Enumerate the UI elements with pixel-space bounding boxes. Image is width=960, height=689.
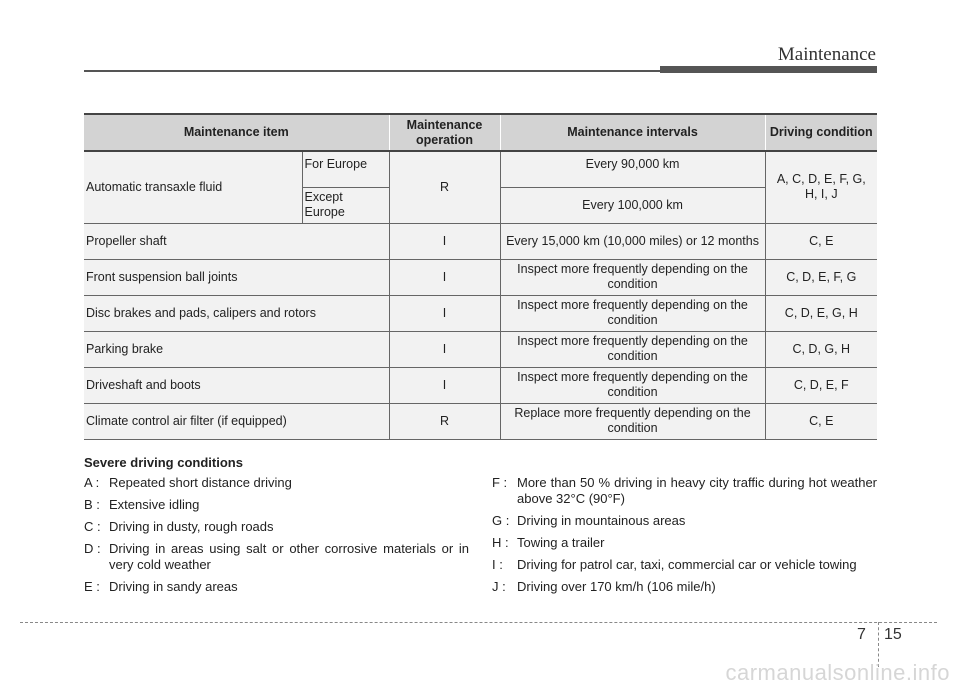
row-interval: Inspect more frequently depending on the condition <box>500 367 765 403</box>
condition-d <box>84 541 469 573</box>
condition-key: H : <box>492 535 509 550</box>
page-number: 15 <box>884 626 902 643</box>
header-maintenance-item: Maintenance item <box>84 114 389 151</box>
condition-text: Driving for patrol car, taxi, commercial car or vehicle towing <box>517 557 857 572</box>
row-interval: Every 90,000 km <box>500 151 765 187</box>
condition-key: J : <box>492 579 506 594</box>
condition-a <box>84 475 469 491</box>
condition-c <box>84 519 469 535</box>
condition-text: Driving in sandy areas <box>109 579 238 594</box>
row-interval: Inspect more frequently depending on the condition <box>500 259 765 295</box>
row-item: Disc brakes and pads, calipers and rotors <box>84 295 389 331</box>
table-row <box>84 259 877 295</box>
row-condition: C, D, G, H <box>765 331 877 367</box>
row-subitem: For Europe <box>302 151 389 187</box>
row-item: Climate control air filter (if equipped) <box>84 403 389 439</box>
row-interval: Inspect more frequently depending on the condition <box>500 331 765 367</box>
row-item: Driveshaft and boots <box>84 367 389 403</box>
header-rule-accent <box>660 66 877 73</box>
row-operation: R <box>389 151 500 223</box>
watermark: carmanualsonline.info <box>725 660 950 685</box>
condition-text: Extensive idling <box>109 497 200 512</box>
row-item: Automatic transaxle fluid <box>84 151 302 223</box>
condition-key: B : <box>84 497 100 512</box>
condition-key: E : <box>84 579 100 594</box>
table-row <box>84 403 877 439</box>
condition-text: Driving in dusty, rough roads <box>109 519 274 534</box>
row-interval: Every 15,000 km (10,000 miles) or 12 months <box>500 223 765 259</box>
header-maintenance-operation: Maintenance operation <box>389 114 500 151</box>
row-operation: I <box>389 331 500 367</box>
row-subitem: Except Europe <box>302 187 389 223</box>
row-operation: I <box>389 259 500 295</box>
table-row <box>84 367 877 403</box>
header-rule <box>84 70 664 72</box>
severe-conditions-title: Severe driving conditions <box>84 455 243 470</box>
table-header-row <box>84 114 877 151</box>
chapter-number: 7 <box>857 626 866 643</box>
condition-text: Driving in mountainous areas <box>517 513 686 528</box>
row-condition: C, E <box>765 403 877 439</box>
condition-b <box>84 497 469 513</box>
condition-i <box>492 557 877 573</box>
row-condition: C, D, E, F, G <box>765 259 877 295</box>
row-interval: Inspect more frequently depending on the condition <box>500 295 765 331</box>
row-interval: Every 100,000 km <box>500 187 765 223</box>
condition-text: Towing a trailer <box>517 535 605 550</box>
footer-divider <box>20 622 937 623</box>
table-row <box>84 331 877 367</box>
table-row <box>84 151 877 187</box>
condition-h <box>492 535 877 551</box>
row-interval: Replace more frequently depending on the condition <box>500 403 765 439</box>
condition-key: A : <box>84 475 100 490</box>
condition-text: Driving in areas using salt or other corrosive materials or in very cold weather <box>109 541 469 572</box>
condition-g <box>492 513 877 529</box>
condition-key: D : <box>84 541 101 556</box>
header-maintenance-intervals: Maintenance intervals <box>500 114 765 151</box>
row-item: Front suspension ball joints <box>84 259 389 295</box>
row-operation: I <box>389 223 500 259</box>
condition-text: Repeated short distance driving <box>109 475 292 490</box>
row-item: Propeller shaft <box>84 223 389 259</box>
table-row <box>84 223 877 259</box>
condition-key: I : <box>492 557 503 572</box>
condition-f <box>492 475 877 507</box>
condition-key: F : <box>492 475 508 490</box>
conditions-right-column <box>492 475 877 601</box>
row-condition: C, E <box>765 223 877 259</box>
table-row <box>84 295 877 331</box>
header-driving-condition: Driving condition <box>765 114 877 151</box>
conditions-left-column <box>84 475 469 601</box>
row-condition: C, D, E, F <box>765 367 877 403</box>
severe-conditions <box>84 455 877 594</box>
condition-j <box>492 579 877 595</box>
row-operation: R <box>389 403 500 439</box>
row-operation: I <box>389 295 500 331</box>
section-title: Maintenance <box>777 44 876 65</box>
maintenance-table <box>84 113 877 440</box>
condition-key: C : <box>84 519 101 534</box>
row-condition: C, D, E, G, H <box>765 295 877 331</box>
row-item: Parking brake <box>84 331 389 367</box>
condition-key: G : <box>492 513 510 528</box>
condition-text: Driving over 170 km/h (106 mile/h) <box>517 579 716 594</box>
condition-e <box>84 579 469 595</box>
row-condition: A, C, D, E, F, G, H, I, J <box>765 151 877 223</box>
row-operation: I <box>389 367 500 403</box>
condition-text: More than 50 % driving in heavy city traffic during hot weather above 32°C (90°F) <box>517 475 877 506</box>
